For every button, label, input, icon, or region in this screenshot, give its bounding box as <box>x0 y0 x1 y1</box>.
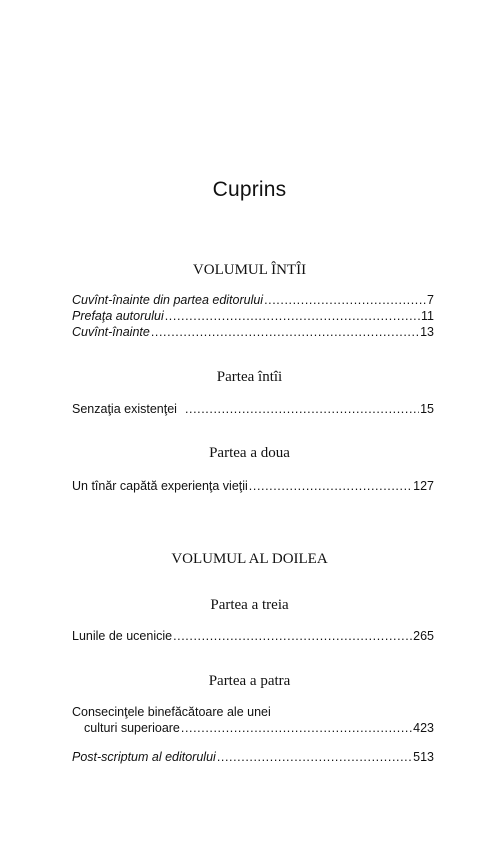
toc-entry-part-one[interactable] <box>72 401 434 417</box>
toc-entry-foreword[interactable] <box>72 324 434 340</box>
dot-leader <box>185 401 419 417</box>
toc-entry-label: Cuvînt-înainte <box>72 325 150 339</box>
toc-entry-label: Un tînăr capătă experienţa vieţii <box>72 479 248 493</box>
toc-entry-part-four[interactable] <box>84 720 434 736</box>
toc-entry-page-number: 513 <box>413 750 434 764</box>
toc-entry-page-number: 265 <box>413 629 434 643</box>
dot-leader <box>181 720 412 736</box>
part-four-heading: Partea a patra <box>208 673 291 689</box>
toc-entry-label: culturi superioare <box>84 721 180 735</box>
toc-entry-page-number: 423 <box>413 721 434 735</box>
toc-entry-postscript[interactable] <box>72 749 434 765</box>
toc-entry-label: Lunile de ucenicie <box>72 629 173 643</box>
dot-leader <box>249 478 412 494</box>
dot-leader <box>151 324 419 340</box>
volume-one-heading: VOLUMUL ÎNTÎI <box>192 262 307 278</box>
dot-leader <box>217 749 412 765</box>
toc-entry-label: Senzaţia existenţei <box>72 402 177 416</box>
part-three-heading: Partea a treia <box>210 597 289 613</box>
toc-entry-page-number: 15 <box>420 402 434 416</box>
dot-leader <box>165 308 420 324</box>
toc-entry-part-three[interactable] <box>72 628 434 644</box>
toc-entry-part-two[interactable] <box>72 478 434 494</box>
part-two-heading: Partea a doua <box>209 445 290 461</box>
toc-entry-author-preface[interactable] <box>72 308 434 324</box>
dot-leader <box>264 292 426 308</box>
page-title: Cuprins <box>212 178 287 201</box>
toc-entry-page-number: 7 <box>427 293 434 307</box>
part-one-heading: Partea întîi <box>216 369 283 385</box>
toc-entry-editor-foreword[interactable] <box>72 292 434 308</box>
toc-entry-page-number: 13 <box>420 325 434 339</box>
dot-leader <box>173 628 412 644</box>
toc-entry-label: Prefaţa autorului <box>72 309 164 323</box>
toc-entry-part-four-line1[interactable]: Consecinţele binefăcătoare ale unei <box>72 705 271 719</box>
toc-entry-page-number: 11 <box>421 309 434 323</box>
toc-entry-page-number: 127 <box>413 479 434 493</box>
toc-entry-label: Post-scriptum al editorului <box>72 750 216 764</box>
toc-entry-label: Cuvînt-înainte din partea editorului <box>72 293 264 307</box>
volume-two-heading: VOLUMUL AL DOILEA <box>171 551 328 567</box>
